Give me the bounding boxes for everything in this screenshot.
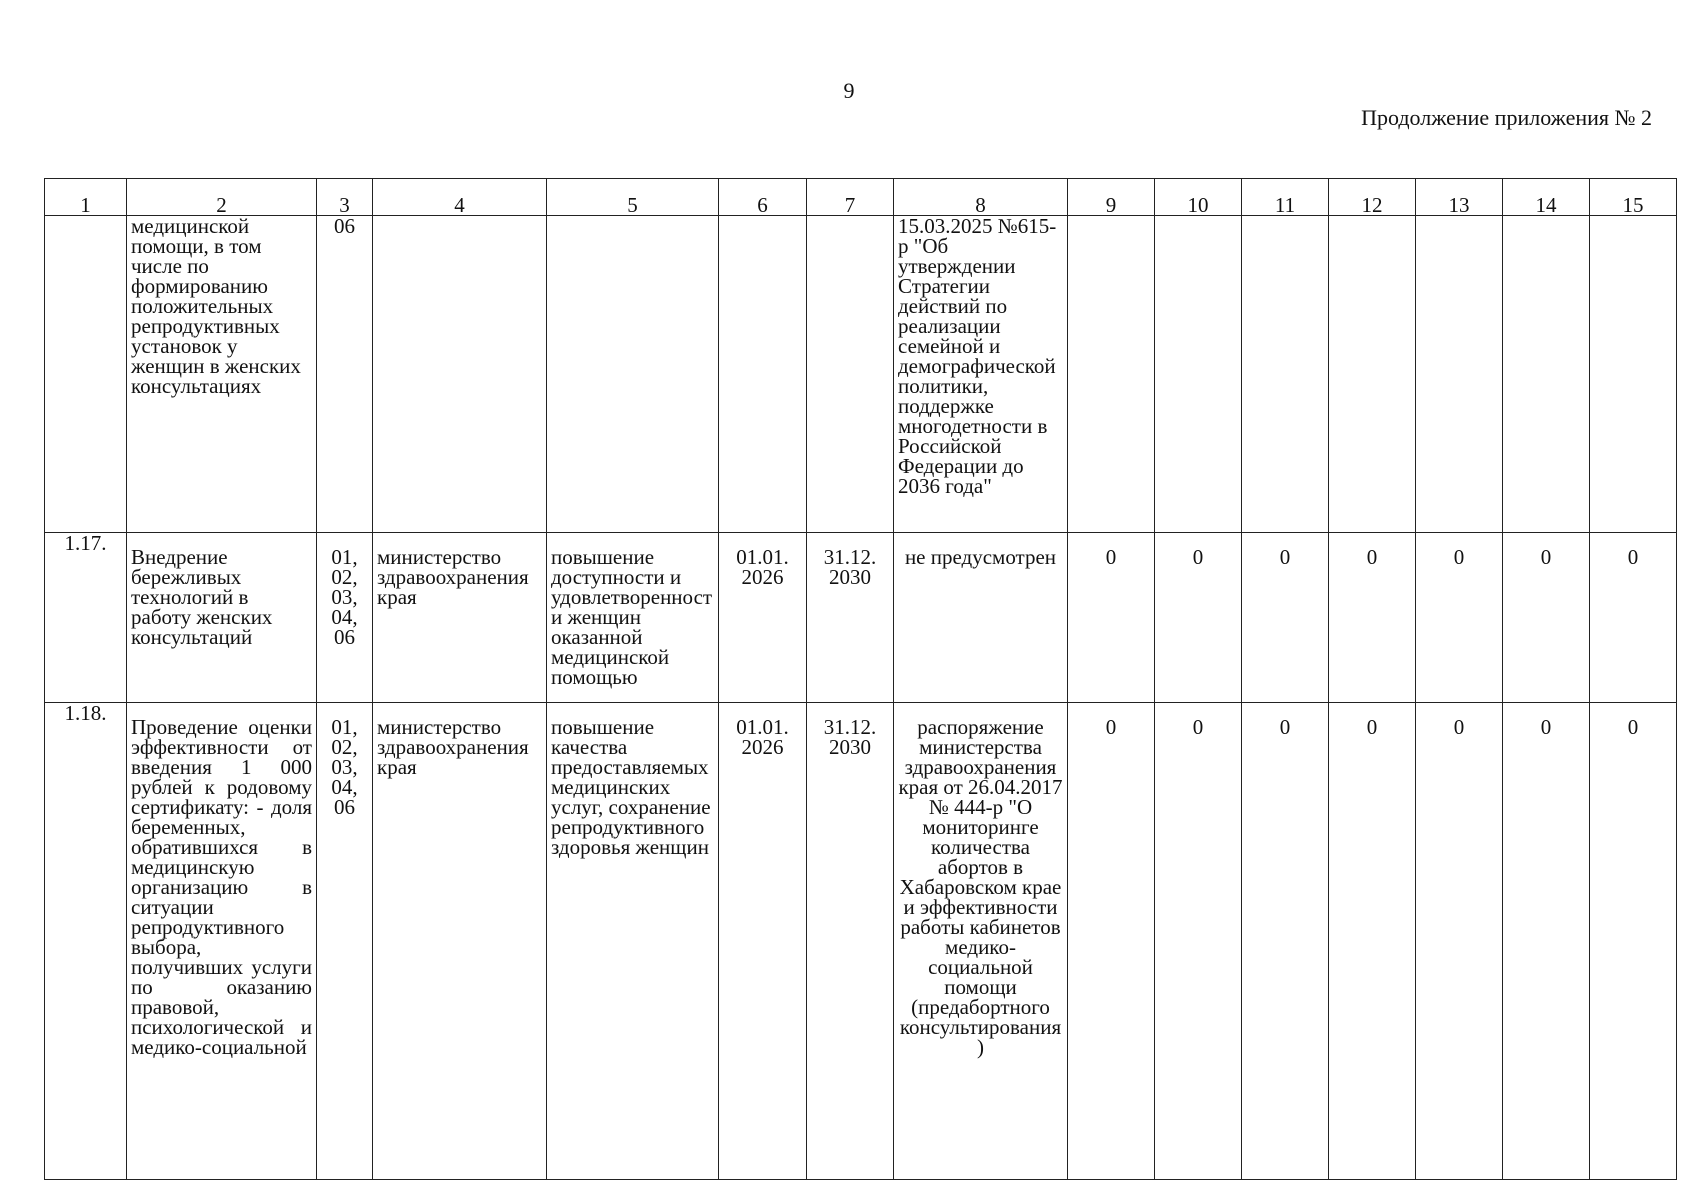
table-row — [45, 216, 1677, 533]
row-number — [45, 216, 127, 533]
value-cell — [1155, 216, 1242, 533]
header-cell: 6 — [719, 179, 807, 216]
codes-cell — [317, 533, 373, 703]
header-cell: 7 — [807, 179, 894, 216]
value-cell: 0 — [1068, 703, 1155, 1180]
result-cell: повышение доступности и удовлетворенности женщин оказанной медицинской помощью — [547, 533, 719, 703]
value-cell: 0 — [1155, 533, 1242, 703]
codes-cell — [317, 216, 373, 533]
table-row — [45, 533, 1677, 703]
start-date: 01.01. 2026 — [736, 545, 789, 589]
header-cell: 4 — [373, 179, 547, 216]
start-date — [719, 216, 807, 533]
value-cell: 0 — [1590, 703, 1677, 1180]
executor-cell — [373, 216, 547, 533]
header-cell: 11 — [1242, 179, 1329, 216]
header-cell: 9 — [1068, 179, 1155, 216]
header-cell: 15 — [1590, 179, 1677, 216]
header-cell: 8 — [894, 179, 1068, 216]
measure-name: медицинской помощи, в том числе по формированию положительных репродуктивных установок у женщин в женских консультациях — [127, 216, 317, 533]
header-cell: 10 — [1155, 179, 1242, 216]
start-date-cell — [719, 533, 807, 703]
start-date: 01.01. 2026 — [736, 715, 789, 759]
header-cell: 13 — [1416, 179, 1503, 216]
value-cell — [1503, 216, 1590, 533]
codes-text: 01, 02, 03, 04, 06 — [331, 545, 358, 649]
value-cell — [1590, 216, 1677, 533]
header-cell: 14 — [1503, 179, 1590, 216]
value-cell: 0 — [1329, 703, 1416, 1180]
value-cell: 0 — [1242, 703, 1329, 1180]
document-cell: не предусмотрен — [894, 533, 1068, 703]
value-cell — [1068, 216, 1155, 533]
result-cell: повышение качества предоставляемых медицинских услуг, сохранение репродуктивного здоровья женщин — [547, 703, 719, 1180]
value-cell — [1329, 216, 1416, 533]
value-cell: 0 — [1068, 533, 1155, 703]
executor-cell: министерство здравоохранения края — [373, 703, 547, 1180]
header-row — [45, 179, 1677, 216]
page-number: 9 — [843, 78, 855, 103]
value-cell: 0 — [1242, 533, 1329, 703]
value-cell: 0 — [1416, 703, 1503, 1180]
end-date-cell — [807, 703, 894, 1180]
data-table — [44, 178, 1677, 1180]
row-number: 1.17. — [45, 533, 127, 703]
codes-cell — [317, 703, 373, 1180]
value-cell: 0 — [1503, 703, 1590, 1180]
executor-cell: министерство здравоохранения края — [373, 533, 547, 703]
value-cell: 0 — [1329, 533, 1416, 703]
header-cell: 2 — [127, 179, 317, 216]
table-row — [45, 703, 1677, 1180]
end-date: 31.12. 2030 — [823, 715, 877, 759]
codes-text: 01, 02, 03, 04, 06 — [331, 715, 358, 819]
codes-text: 06 — [334, 215, 355, 238]
start-date-cell — [719, 703, 807, 1180]
measure-name: Внедрение бережливых технологий в работу женских консультаций — [127, 533, 317, 703]
value-cell — [1242, 216, 1329, 533]
end-date — [807, 216, 894, 533]
value-cell: 0 — [1416, 533, 1503, 703]
document-cell: 15.03.2025 №615-р "Об утверждении Стратегии действий по реализации семейной и демографической политики, поддержке многодетности в Российской Федерации до 2036 года" — [894, 216, 1068, 533]
result-cell — [547, 216, 719, 533]
value-cell: 0 — [1155, 703, 1242, 1180]
end-date-cell — [807, 533, 894, 703]
row-number: 1.18. — [45, 703, 127, 1180]
header-cell: 12 — [1329, 179, 1416, 216]
value-cell — [1416, 216, 1503, 533]
header-cell: 1 — [45, 179, 127, 216]
measure-name: Проведение оценки эффективности от введения 1 000 рублей к родовому сертификату: - доля беременных, обратившихся в медицинскую организацию в ситуации репродуктивного выбора, получивших услуги по оказанию правовой, психологической и медико-социальной — [127, 703, 317, 1180]
document-cell: распоряжение министерства здравоохранения края от 26.04.2017 № 444-р "О мониторинге количества абортов в Хабаровском крае и эффективности работы кабинетов медико-социальной помощи (предабортного консультирования) — [894, 703, 1068, 1180]
value-cell: 0 — [1503, 533, 1590, 703]
value-cell: 0 — [1590, 533, 1677, 703]
continuation-label: Продолжение приложения № 2 — [1361, 105, 1652, 130]
header-cell: 5 — [547, 179, 719, 216]
end-date: 31.12. 2030 — [823, 545, 877, 589]
header-cell: 3 — [317, 179, 373, 216]
